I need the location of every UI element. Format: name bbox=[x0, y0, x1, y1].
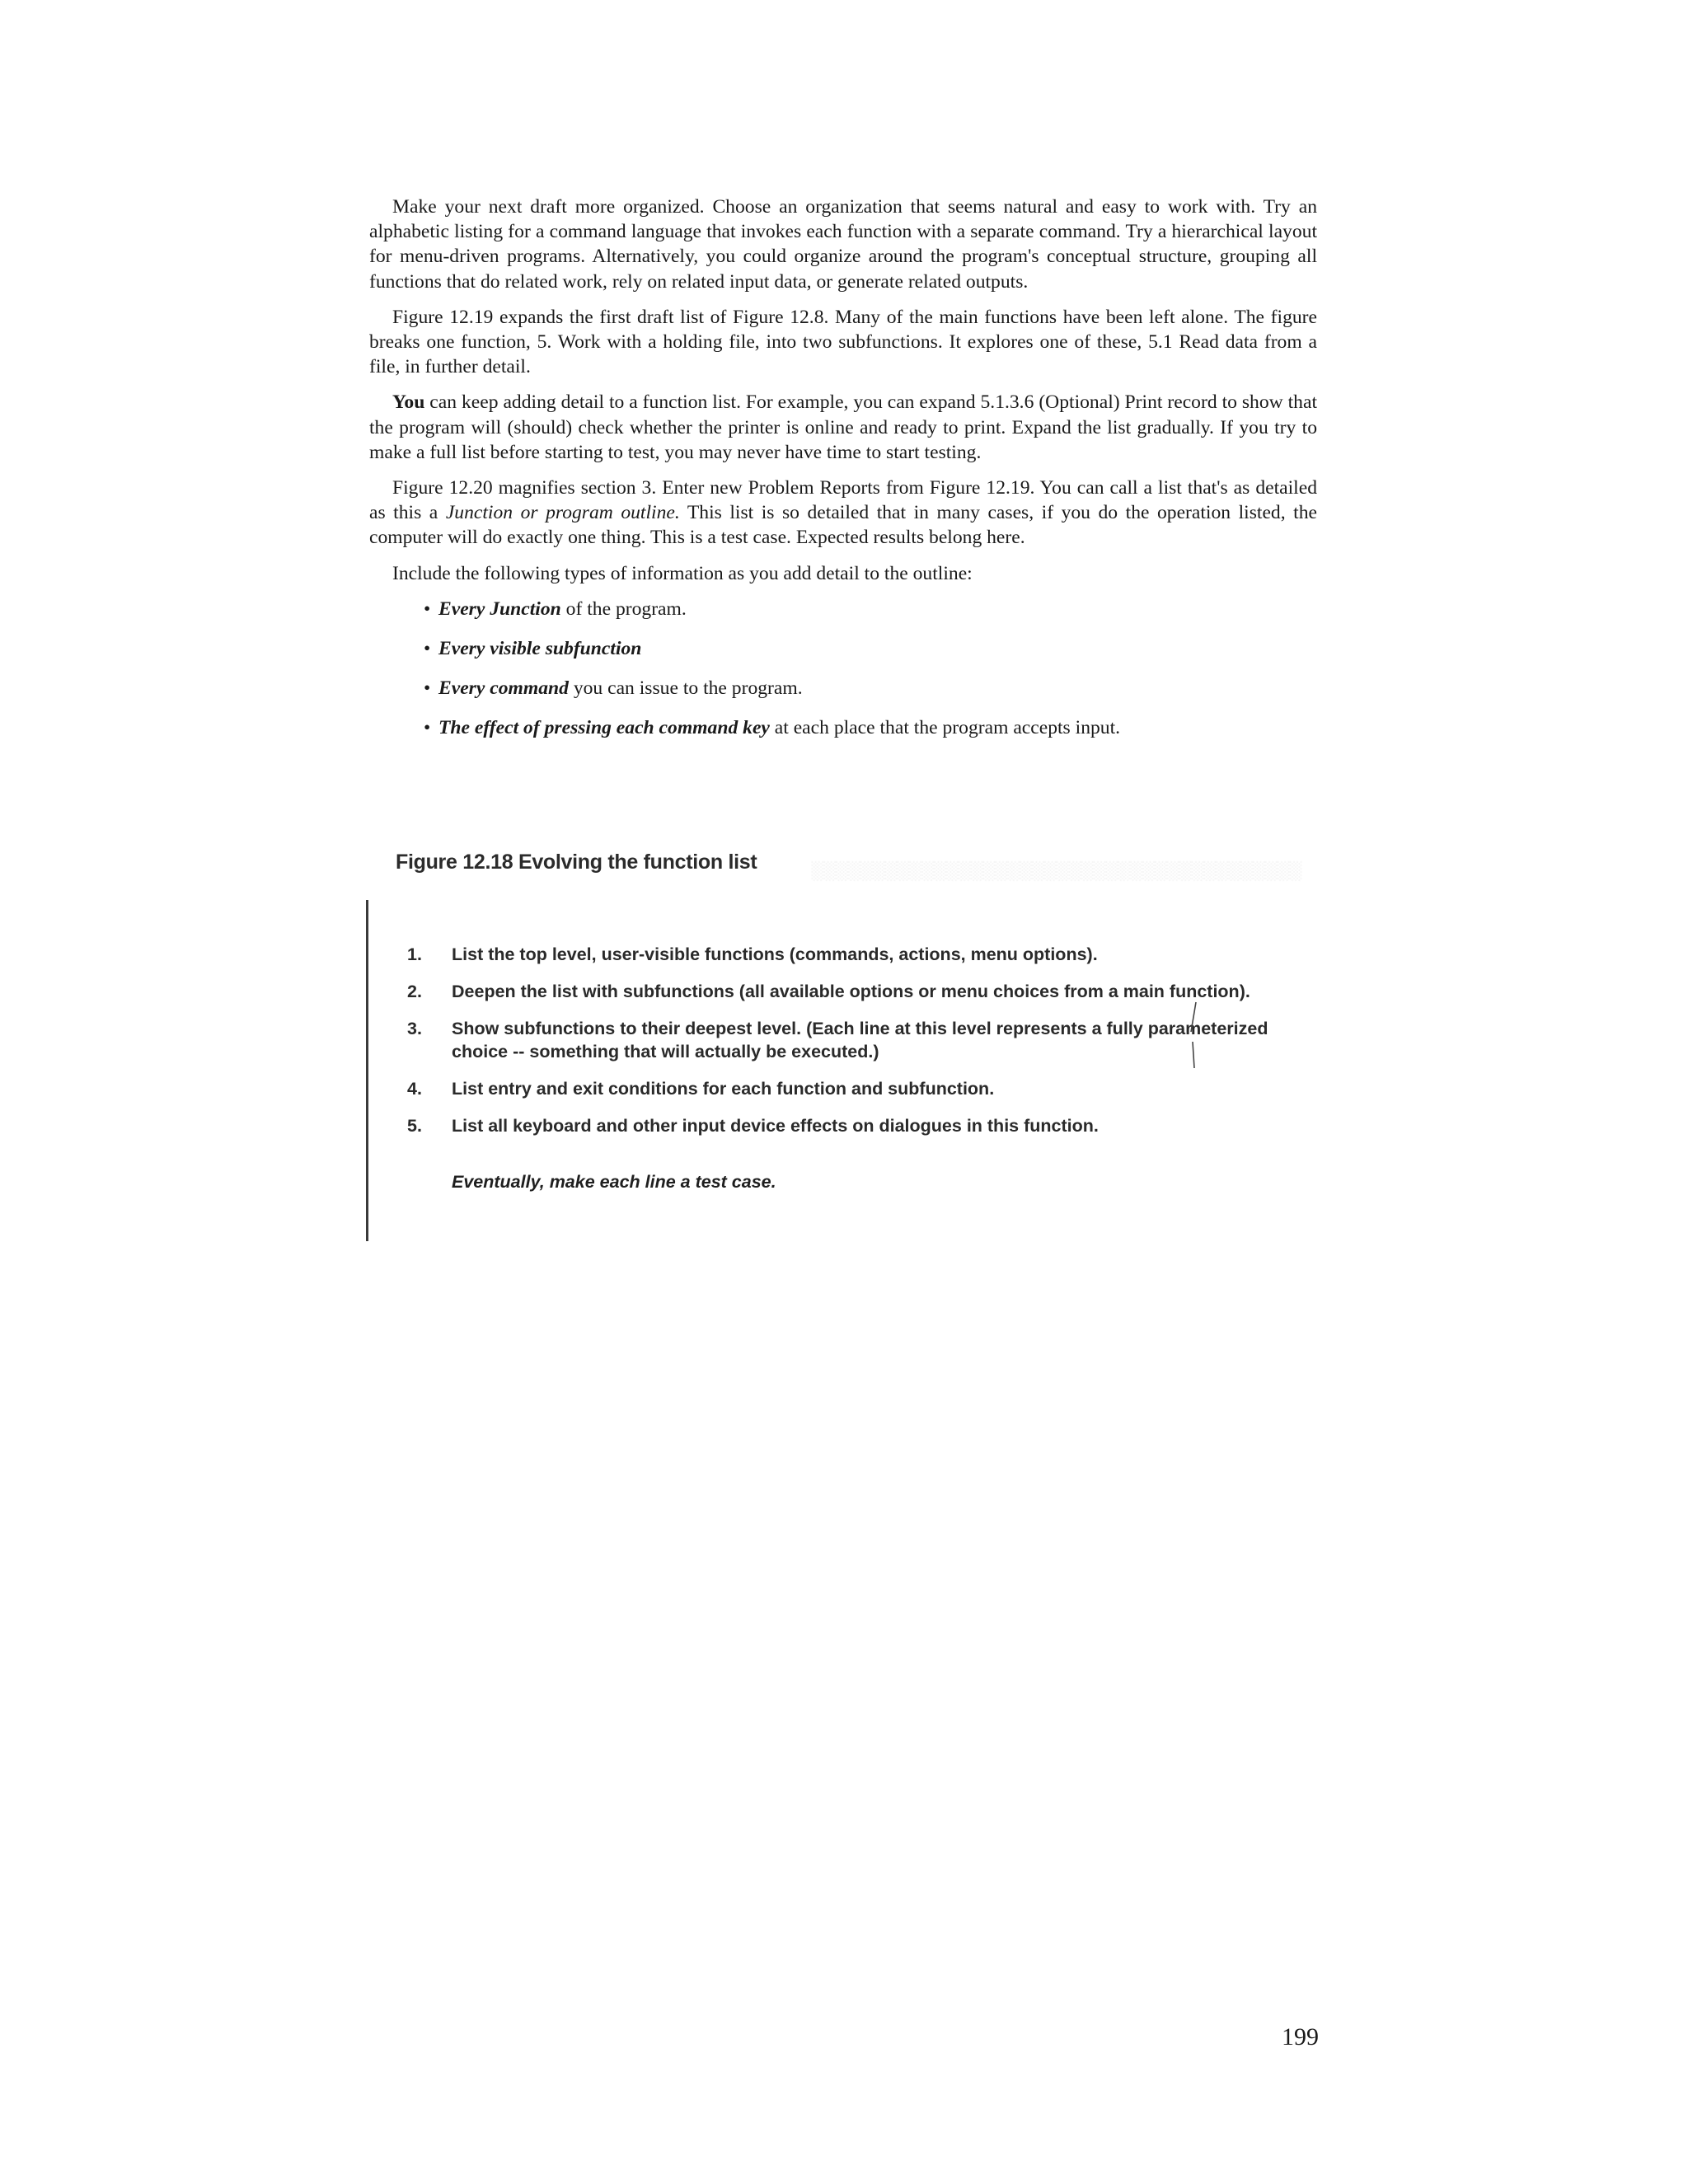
paragraph-figure-12-20-emphasis: Junction or program outline. bbox=[445, 502, 680, 524]
bullet-marker: • bbox=[424, 598, 431, 620]
bullet-lead: Every Junction bbox=[438, 598, 561, 620]
bullet-lead: Every visible subfunction bbox=[438, 638, 642, 660]
bullet-item bbox=[424, 676, 1317, 701]
figure-scan bbox=[366, 834, 1319, 1243]
bullet-marker: • bbox=[424, 717, 431, 739]
figure-step-number: 1. bbox=[407, 944, 422, 964]
pen-mark-icon bbox=[1178, 999, 1211, 1073]
figure-step bbox=[407, 1017, 1297, 1063]
figure-step-text: List the top level, user-visible functions (commands, actions, menu options). bbox=[452, 944, 1098, 964]
figure-title: Figure 12.18 Evolving the function list bbox=[396, 851, 757, 874]
figure-step-text: Show subfunctions to their deepest level. (Each line at this level represents a fully parameterized choice -- something that will actually be executed.) bbox=[452, 1019, 1268, 1062]
figure-step-number: 4. bbox=[407, 1079, 422, 1099]
paragraph-adding-detail-text: can keep adding detail to a function list. For example, you can expand 5.1.3.6 (Optional) Print record to show that the program will (should) check whether the printer is online and ready to print. Expand the list gradually. If you try to make a full list before starting to test, you may never have time to start testing. bbox=[369, 391, 1317, 463]
figure-step-number: 3. bbox=[407, 1019, 422, 1038]
figure-step-number: 2. bbox=[407, 982, 422, 1001]
bullet-lead: The effect of pressing each command key bbox=[438, 717, 770, 739]
bullet-item bbox=[424, 597, 1317, 621]
figure-step-list bbox=[407, 943, 1297, 1151]
paragraph-adding-detail bbox=[369, 390, 1317, 465]
paragraph-figure-12-20-text-b: This list is so detailed that in many cases, if you do the operation listed, the computer will do exactly one thing. This is a test case. Expected results belong here. bbox=[369, 502, 1317, 549]
figure-step-text: Deepen the list with subfunctions (all available options or menu choices from a main function). bbox=[452, 982, 1250, 1001]
bullet-item bbox=[424, 636, 1317, 661]
bullet-marker: • bbox=[424, 638, 431, 660]
paragraph-include-types: Include the following types of information as you add detail to the outline: bbox=[392, 562, 973, 584]
figure-step bbox=[407, 1077, 1297, 1100]
paragraph-figure-12-20-text-a: Figure 12.20 magnifies section 3. Enter new Problem Reports from Figure 12.19. You can call a list that's as detailed as this a bbox=[369, 477, 1317, 524]
figure-final-line: Eventually, make each line a test case. bbox=[452, 1172, 776, 1192]
bullet-rest: at each place that the program accepts input. bbox=[769, 717, 1121, 739]
paragraph-figure-12-19: Figure 12.19 expands the first draft list of Figure 12.8. Many of the main functions have been left alone. The figure breaks one function, 5. Work with a holding file, into two subfunctions. It explores one of these, 5.1 Read data from a file, in further detail. bbox=[369, 306, 1317, 378]
bullet-lead: Every command bbox=[438, 677, 569, 700]
figure-step-number: 5. bbox=[407, 1116, 422, 1136]
bullet-list bbox=[369, 597, 1317, 741]
figure-step-text: List all keyboard and other input device effects on dialogues in this function. bbox=[452, 1116, 1099, 1136]
paragraph-organization: Make your next draft more organized. Choose an organization that seems natural and easy to work with. Try an alphabetic listing for a command language that invokes each function with a separate command. Try a hierarchical layout for menu-driven programs. Alternatively, you could organize around the program's conceptual structure, grouping all functions that do related work, rely on related input data, or generate related outputs. bbox=[369, 196, 1317, 293]
figure-step bbox=[407, 1114, 1297, 1137]
page-number: 199 bbox=[1282, 2023, 1319, 2050]
figure-step bbox=[407, 980, 1297, 1003]
figure-step-text: List entry and exit conditions for each function and subfunction. bbox=[452, 1079, 995, 1099]
bleed-through-texture: ░░░░░░░░░░░░░░░░░░░░░░░░░░░░░░░░░░░░░░░░ bbox=[811, 861, 1302, 880]
paragraph-figure-12-20 bbox=[369, 476, 1317, 551]
figure-side-rule bbox=[366, 900, 368, 1241]
body-text bbox=[369, 194, 1317, 756]
figure-step bbox=[407, 943, 1297, 966]
bullet-item bbox=[424, 715, 1317, 740]
bullet-marker: • bbox=[424, 677, 431, 700]
bullet-rest: you can issue to the program. bbox=[568, 677, 803, 700]
bullet-rest: of the program. bbox=[560, 598, 687, 620]
paragraph-lead-word: You bbox=[392, 391, 425, 414]
